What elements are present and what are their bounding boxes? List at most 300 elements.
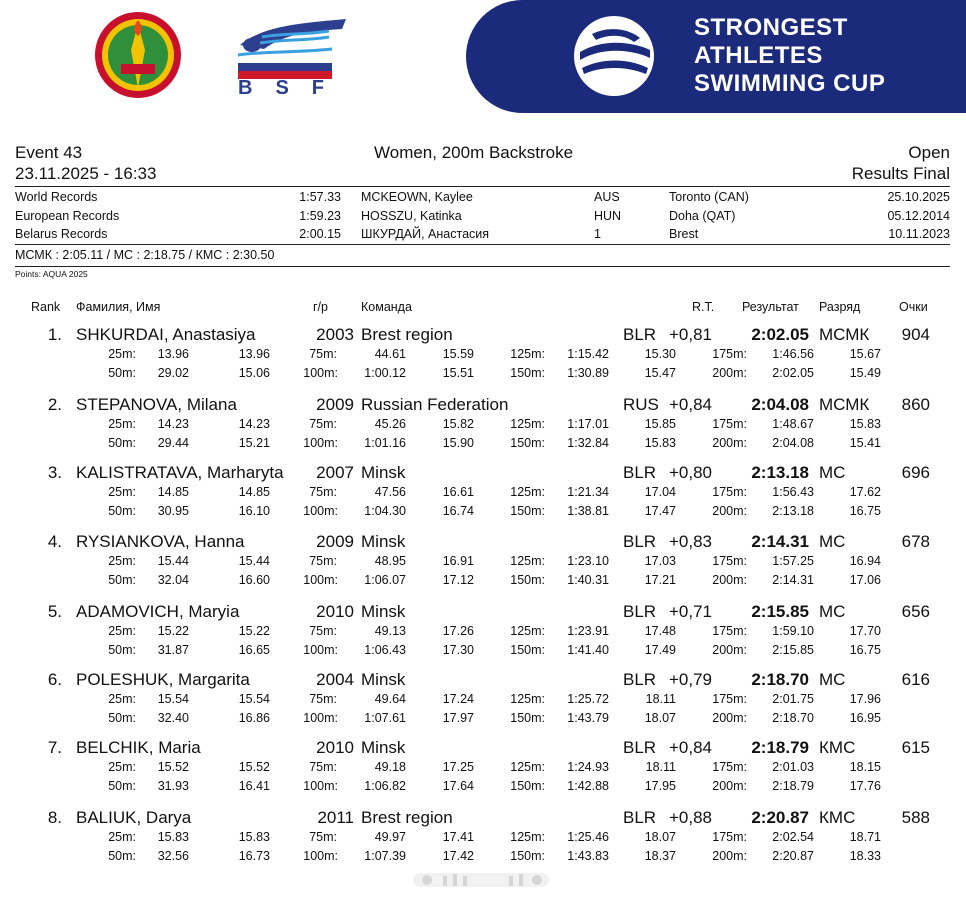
athlete-rank: 2. bbox=[47, 395, 62, 414]
split-cumulative-time: 14.23 bbox=[157, 417, 189, 431]
split-label: 150m: bbox=[510, 779, 545, 793]
athlete-yob: 2007 bbox=[316, 463, 354, 482]
split-cumulative-time: 1:23.10 bbox=[567, 554, 609, 568]
banner-title: STRONGEST ATHLETES SWIMMING CUP bbox=[694, 14, 886, 97]
athlete-points: 904 bbox=[901, 325, 930, 344]
split-lap-time: 15.44 bbox=[238, 554, 270, 568]
split-cumulative-time: 1:15.42 bbox=[567, 347, 609, 361]
bsf-logo-text: BSF bbox=[238, 77, 347, 99]
split-lap-time: 16.75 bbox=[849, 504, 881, 518]
split-cumulative-time: 1:01.16 bbox=[364, 436, 406, 450]
split-lap-time: 17.76 bbox=[849, 779, 881, 793]
event-category: Open bbox=[908, 143, 950, 162]
event-status: Results Final bbox=[851, 164, 950, 183]
athlete-grade: МС bbox=[819, 532, 846, 551]
athlete-points: 678 bbox=[901, 532, 930, 551]
athlete-points: 656 bbox=[901, 602, 930, 621]
split-label: 200m: bbox=[712, 643, 747, 657]
split-lap-time: 17.06 bbox=[849, 573, 881, 587]
athlete-team: Brest region bbox=[361, 325, 453, 344]
athlete-reaction-time: +0,84 bbox=[669, 395, 713, 414]
result-row bbox=[0, 531, 966, 599]
split-label: 150m: bbox=[510, 643, 545, 657]
athlete-team: Minsk bbox=[361, 463, 406, 482]
split-cumulative-time: 2:20.87 bbox=[772, 849, 814, 863]
split-lap-time: 15.82 bbox=[442, 417, 474, 431]
split-lap-time: 18.11 bbox=[645, 760, 676, 774]
split-lap-time: 13.96 bbox=[238, 347, 270, 361]
split-label: 25m: bbox=[108, 692, 136, 706]
split-lap-time: 18.33 bbox=[849, 849, 881, 863]
split-label: 100m: bbox=[303, 366, 338, 380]
athlete-nationality: BLR bbox=[623, 463, 657, 482]
split-cumulative-time: 29.44 bbox=[157, 436, 189, 450]
split-lap-time: 15.85 bbox=[644, 417, 676, 431]
split-cumulative-time: 45.26 bbox=[374, 417, 406, 431]
split-cumulative-time: 1:46.56 bbox=[772, 347, 814, 361]
split-cumulative-time: 1:43.79 bbox=[567, 711, 609, 725]
athlete-grade: МС bbox=[819, 463, 846, 482]
split-cumulative-time: 1:30.89 bbox=[567, 366, 609, 380]
col-points: Очки bbox=[899, 300, 928, 314]
split-lap-time: 17.95 bbox=[644, 779, 676, 793]
split-lap-time: 16.75 bbox=[849, 643, 881, 657]
split-cumulative-time: 2:18.70 bbox=[772, 711, 814, 725]
split-lap-time: 17.04 bbox=[644, 485, 676, 499]
athlete-name: BELCHIK, Maria bbox=[76, 738, 201, 757]
col-result: Результат bbox=[742, 300, 799, 314]
split-cumulative-time: 1:59.10 bbox=[772, 624, 814, 638]
split-lap-time: 17.24 bbox=[442, 692, 474, 706]
split-lap-time: 15.54 bbox=[238, 692, 270, 706]
split-cumulative-time: 1:25.46 bbox=[567, 830, 609, 844]
split-label: 175m: bbox=[712, 417, 747, 431]
split-label: 75m: bbox=[309, 692, 337, 706]
split-lap-time: 16.86 bbox=[238, 711, 270, 725]
split-label: 200m: bbox=[712, 504, 747, 518]
split-label: 200m: bbox=[712, 849, 747, 863]
split-cumulative-time: 15.54 bbox=[157, 692, 189, 706]
split-label: 150m: bbox=[510, 366, 545, 380]
split-lap-time: 16.95 bbox=[849, 711, 881, 725]
split-cumulative-time: 1:00.12 bbox=[364, 366, 406, 380]
split-lap-time: 17.12 bbox=[442, 573, 474, 587]
record-time: 2:00.15 bbox=[299, 227, 341, 241]
split-cumulative-time: 1:23.91 bbox=[567, 624, 609, 638]
split-cumulative-time: 1:24.93 bbox=[567, 760, 609, 774]
split-label: 200m: bbox=[712, 366, 747, 380]
record-label: World Records bbox=[15, 190, 98, 204]
col-yob: г/р bbox=[313, 300, 328, 314]
split-label: 150m: bbox=[510, 436, 545, 450]
split-label: 25m: bbox=[108, 554, 136, 568]
athlete-team: Brest region bbox=[361, 808, 453, 827]
split-lap-time: 16.60 bbox=[238, 573, 270, 587]
record-date: 05.12.2014 bbox=[887, 208, 950, 223]
split-cumulative-time: 2:02.54 bbox=[772, 830, 814, 844]
split-label: 175m: bbox=[712, 692, 747, 706]
athlete-result: 2:02.05 bbox=[751, 325, 809, 344]
split-lap-time: 17.48 bbox=[644, 624, 676, 638]
split-cumulative-time: 2:15.85 bbox=[772, 643, 814, 657]
event-datetime: 23.11.2025 - 16:33 bbox=[15, 164, 157, 183]
split-label: 150m: bbox=[510, 849, 545, 863]
split-label: 25m: bbox=[108, 485, 136, 499]
split-lap-time: 15.83 bbox=[644, 436, 676, 450]
split-label: 50m: bbox=[108, 849, 136, 863]
split-lap-time: 17.26 bbox=[442, 624, 474, 638]
split-cumulative-time: 1:40.31 bbox=[567, 573, 609, 587]
split-lap-time: 17.03 bbox=[644, 554, 676, 568]
split-label: 125m: bbox=[510, 417, 545, 431]
athlete-rank: 4. bbox=[47, 532, 62, 551]
split-lap-time: 18.07 bbox=[644, 830, 676, 844]
split-lap-time: 18.37 bbox=[644, 849, 676, 863]
athlete-nationality: BLR bbox=[623, 738, 657, 757]
split-label: 125m: bbox=[510, 760, 545, 774]
event-name: Women, 200m Backstroke bbox=[374, 143, 574, 162]
split-cumulative-time: 32.40 bbox=[157, 711, 189, 725]
record-holder: MCKEOWN, Kaylee bbox=[361, 190, 473, 204]
split-lap-time: 14.23 bbox=[238, 417, 270, 431]
split-lap-time: 15.51 bbox=[442, 366, 474, 380]
athlete-yob: 2004 bbox=[316, 670, 354, 689]
split-cumulative-time: 1:32.84 bbox=[567, 436, 609, 450]
strongest-athletes-banner bbox=[466, 0, 966, 113]
split-cumulative-time: 49.13 bbox=[374, 624, 406, 638]
split-label: 100m: bbox=[303, 643, 338, 657]
athlete-name: SHKURDAI, Anastasiya bbox=[76, 325, 256, 344]
split-label: 25m: bbox=[108, 624, 136, 638]
split-lap-time: 17.64 bbox=[442, 779, 474, 793]
points-note: Points: AQUA 2025 bbox=[15, 269, 88, 279]
split-lap-time: 17.21 bbox=[644, 573, 676, 587]
split-cumulative-time: 1:21.34 bbox=[567, 485, 609, 499]
split-cumulative-time: 13.96 bbox=[157, 347, 189, 361]
split-lap-time: 15.83 bbox=[238, 830, 270, 844]
split-cumulative-time: 2:14.31 bbox=[772, 573, 814, 587]
split-cumulative-time: 49.18 bbox=[374, 760, 406, 774]
split-label: 175m: bbox=[712, 485, 747, 499]
split-label: 125m: bbox=[510, 485, 545, 499]
split-lap-time: 15.59 bbox=[442, 347, 474, 361]
record-row bbox=[15, 207, 950, 225]
split-label: 100m: bbox=[303, 849, 338, 863]
result-row bbox=[0, 601, 966, 669]
athlete-points: 615 bbox=[901, 738, 930, 757]
athlete-nationality: BLR bbox=[623, 602, 657, 621]
split-label: 200m: bbox=[712, 711, 747, 725]
split-lap-time: 15.90 bbox=[442, 436, 474, 450]
athlete-points: 696 bbox=[901, 463, 930, 482]
page-scroll-indicator bbox=[413, 871, 549, 889]
split-lap-time: 15.83 bbox=[849, 417, 881, 431]
athlete-yob: 2011 bbox=[317, 808, 354, 827]
split-cumulative-time: 1:57.25 bbox=[772, 554, 814, 568]
split-lap-time: 15.47 bbox=[644, 366, 676, 380]
split-label: 200m: bbox=[712, 436, 747, 450]
athlete-result: 2:18.70 bbox=[751, 670, 809, 689]
athlete-name: RYSIANKOVA, Hanna bbox=[76, 532, 245, 551]
athlete-result: 2:15.85 bbox=[751, 602, 809, 621]
split-label: 175m: bbox=[712, 554, 747, 568]
split-cumulative-time: 44.61 bbox=[374, 347, 406, 361]
athlete-reaction-time: +0,83 bbox=[669, 532, 713, 551]
split-cumulative-time: 15.83 bbox=[157, 830, 189, 844]
split-cumulative-time: 32.04 bbox=[157, 573, 189, 587]
athlete-result: 2:14.31 bbox=[751, 532, 809, 551]
split-lap-time: 17.70 bbox=[849, 624, 881, 638]
split-cumulative-time: 2:02.05 bbox=[772, 366, 814, 380]
athlete-reaction-time: +0,71 bbox=[669, 602, 713, 621]
athlete-nationality: BLR bbox=[623, 325, 657, 344]
split-label: 125m: bbox=[510, 624, 545, 638]
split-lap-time: 16.73 bbox=[238, 849, 270, 863]
split-lap-time: 18.71 bbox=[849, 830, 881, 844]
split-cumulative-time: 1:43.83 bbox=[567, 849, 609, 863]
col-rt: R.T. bbox=[692, 300, 715, 314]
athlete-rank: 3. bbox=[47, 463, 62, 482]
athlete-result: 2:13.18 bbox=[751, 463, 809, 482]
split-lap-time: 17.42 bbox=[442, 849, 474, 863]
split-cumulative-time: 2:01.75 bbox=[772, 692, 814, 706]
split-label: 50m: bbox=[108, 779, 136, 793]
split-label: 25m: bbox=[108, 760, 136, 774]
record-time: 1:59.23 bbox=[299, 208, 341, 223]
athlete-name: ADAMOVICH, Maryia bbox=[76, 602, 240, 621]
athlete-grade: МСМК bbox=[819, 395, 870, 414]
split-label: 100m: bbox=[303, 573, 338, 587]
result-row bbox=[0, 807, 966, 875]
record-label: Belarus Records bbox=[15, 227, 108, 241]
split-label: 25m: bbox=[108, 347, 136, 361]
split-label: 75m: bbox=[309, 830, 337, 844]
col-grade: Разряд bbox=[819, 300, 861, 314]
split-lap-time: 17.96 bbox=[849, 692, 881, 706]
split-cumulative-time: 29.02 bbox=[157, 366, 189, 380]
split-lap-time: 17.49 bbox=[644, 643, 676, 657]
swimming-cup-logo-icon bbox=[570, 12, 658, 100]
split-lap-time: 16.61 bbox=[442, 485, 474, 499]
record-label: European Records bbox=[15, 208, 120, 223]
split-cumulative-time: 2:13.18 bbox=[772, 504, 814, 518]
split-lap-time: 17.30 bbox=[442, 643, 474, 657]
split-lap-time: 17.97 bbox=[442, 711, 474, 725]
athlete-name: KALISTRATAVA, Marharyta bbox=[76, 463, 284, 482]
split-cumulative-time: 1:07.61 bbox=[364, 711, 406, 725]
athlete-reaction-time: +0,84 bbox=[669, 738, 713, 757]
athlete-result: 2:20.87 bbox=[751, 808, 809, 827]
split-cumulative-time: 2:04.08 bbox=[772, 436, 814, 450]
split-label: 150m: bbox=[510, 711, 545, 725]
athlete-rank: 1. bbox=[47, 325, 62, 344]
athlete-yob: 2003 bbox=[316, 325, 354, 344]
athlete-rank: 5. bbox=[47, 602, 62, 621]
split-label: 125m: bbox=[510, 347, 545, 361]
athlete-team: Minsk bbox=[361, 532, 406, 551]
athlete-grade: КМС bbox=[819, 738, 856, 757]
split-cumulative-time: 49.64 bbox=[374, 692, 406, 706]
split-label: 175m: bbox=[712, 347, 747, 361]
split-cumulative-time: 2:01.03 bbox=[772, 760, 814, 774]
result-row bbox=[0, 737, 966, 805]
divider bbox=[15, 186, 950, 187]
split-cumulative-time: 2:18.79 bbox=[772, 779, 814, 793]
split-cumulative-time: 1:41.40 bbox=[567, 643, 609, 657]
split-lap-time: 17.62 bbox=[849, 485, 881, 499]
split-label: 50m: bbox=[108, 573, 136, 587]
split-lap-time: 17.47 bbox=[644, 504, 676, 518]
athlete-yob: 2010 bbox=[316, 602, 354, 621]
athlete-nationality: BLR bbox=[623, 808, 657, 827]
split-lap-time: 15.41 bbox=[849, 436, 881, 450]
split-label: 75m: bbox=[309, 554, 337, 568]
athlete-grade: МСМК bbox=[819, 325, 870, 344]
split-cumulative-time: 48.95 bbox=[374, 554, 406, 568]
split-label: 125m: bbox=[510, 830, 545, 844]
split-label: 100m: bbox=[303, 504, 338, 518]
record-place: Brest bbox=[669, 227, 699, 241]
athlete-yob: 2010 bbox=[316, 738, 354, 757]
split-cumulative-time: 32.56 bbox=[157, 849, 189, 863]
split-cumulative-time: 31.87 bbox=[157, 643, 189, 657]
athlete-name: BALIUK, Darya bbox=[76, 808, 192, 827]
record-date: 25.10.2025 bbox=[887, 190, 950, 204]
record-place: Toronto (CAN) bbox=[669, 190, 749, 204]
qualification-standards: МСМК : 2:05.11 / МС : 2:18.75 / КМС : 2:30.50 bbox=[15, 248, 275, 262]
split-lap-time: 16.65 bbox=[238, 643, 270, 657]
split-lap-time: 16.94 bbox=[849, 554, 881, 568]
split-label: 100m: bbox=[303, 779, 338, 793]
split-cumulative-time: 1:48.67 bbox=[772, 417, 814, 431]
split-lap-time: 16.91 bbox=[442, 554, 474, 568]
event-number: Event 43 bbox=[15, 143, 83, 162]
athlete-name: STEPANOVA, Milana bbox=[76, 395, 237, 414]
athlete-yob: 2009 bbox=[316, 532, 354, 551]
athlete-points: 616 bbox=[901, 670, 930, 689]
split-label: 75m: bbox=[309, 347, 337, 361]
athlete-grade: МС bbox=[819, 602, 846, 621]
split-cumulative-time: 1:06.43 bbox=[364, 643, 406, 657]
record-holder: ШКУРДАЙ, Анастасия bbox=[361, 227, 490, 241]
athlete-team: Minsk bbox=[361, 738, 406, 757]
split-lap-time: 16.10 bbox=[238, 504, 270, 518]
split-label: 50m: bbox=[108, 643, 136, 657]
split-label: 50m: bbox=[108, 504, 136, 518]
split-label: 75m: bbox=[309, 760, 337, 774]
athlete-rank: 7. bbox=[47, 738, 62, 757]
record-row bbox=[15, 188, 950, 206]
record-holder: HOSSZU, Katinka bbox=[361, 208, 462, 223]
split-cumulative-time: 1:04.30 bbox=[364, 504, 406, 518]
result-row bbox=[0, 462, 966, 530]
split-label: 175m: bbox=[712, 624, 747, 638]
split-label: 100m: bbox=[303, 436, 338, 450]
athlete-team: Minsk bbox=[361, 670, 406, 689]
athlete-name: POLESHUK, Margarita bbox=[76, 670, 250, 689]
split-label: 150m: bbox=[510, 504, 545, 518]
divider bbox=[15, 244, 950, 245]
record-date: 10.11.2023 bbox=[888, 227, 950, 241]
split-cumulative-time: 31.93 bbox=[157, 779, 189, 793]
athlete-rank: 6. bbox=[47, 670, 62, 689]
split-lap-time: 16.41 bbox=[238, 779, 270, 793]
result-row bbox=[0, 394, 966, 462]
athlete-rank: 8. bbox=[47, 808, 62, 827]
split-label: 100m: bbox=[303, 711, 338, 725]
split-lap-time: 17.25 bbox=[442, 760, 474, 774]
split-cumulative-time: 49.97 bbox=[374, 830, 406, 844]
athlete-reaction-time: +0,80 bbox=[669, 463, 713, 482]
split-label: 125m: bbox=[510, 692, 545, 706]
split-cumulative-time: 1:07.39 bbox=[364, 849, 406, 863]
split-lap-time: 15.67 bbox=[849, 347, 881, 361]
athlete-reaction-time: +0,79 bbox=[669, 670, 713, 689]
record-place: Doha (QAT) bbox=[669, 208, 736, 223]
split-cumulative-time: 1:56.43 bbox=[772, 485, 814, 499]
split-cumulative-time: 47.56 bbox=[374, 485, 406, 499]
athlete-reaction-time: +0,81 bbox=[669, 325, 713, 344]
split-label: 200m: bbox=[712, 779, 747, 793]
athlete-grade: МС bbox=[819, 670, 846, 689]
split-lap-time: 15.22 bbox=[238, 624, 270, 638]
split-label: 25m: bbox=[108, 417, 136, 431]
split-lap-time: 15.49 bbox=[849, 366, 881, 380]
col-team: Команда bbox=[361, 300, 412, 314]
split-label: 175m: bbox=[712, 830, 747, 844]
athlete-points: 588 bbox=[901, 808, 930, 827]
split-label: 75m: bbox=[309, 417, 337, 431]
split-lap-time: 18.11 bbox=[645, 692, 676, 706]
split-lap-time: 18.07 bbox=[644, 711, 676, 725]
athlete-nationality: BLR bbox=[623, 532, 657, 551]
split-lap-time: 18.15 bbox=[849, 760, 881, 774]
split-label: 50m: bbox=[108, 366, 136, 380]
record-time: 1:57.33 bbox=[299, 190, 341, 204]
result-row bbox=[0, 669, 966, 737]
split-label: 175m: bbox=[712, 760, 747, 774]
split-cumulative-time: 15.52 bbox=[157, 760, 189, 774]
split-lap-time: 16.74 bbox=[442, 504, 474, 518]
athlete-result: 2:04.08 bbox=[751, 395, 809, 414]
split-cumulative-time: 1:25.72 bbox=[567, 692, 609, 706]
split-cumulative-time: 15.22 bbox=[157, 624, 189, 638]
col-rank: Rank bbox=[31, 300, 61, 314]
athlete-reaction-time: +0,88 bbox=[669, 808, 713, 827]
athlete-nationality: BLR bbox=[623, 670, 657, 689]
athlete-yob: 2009 bbox=[316, 395, 354, 414]
split-label: 50m: bbox=[108, 711, 136, 725]
split-cumulative-time: 15.44 bbox=[157, 554, 189, 568]
split-lap-time: 15.52 bbox=[238, 760, 270, 774]
split-lap-time: 15.21 bbox=[238, 436, 270, 450]
split-lap-time: 15.30 bbox=[644, 347, 676, 361]
split-cumulative-time: 1:17.01 bbox=[567, 417, 609, 431]
athlete-points: 860 bbox=[901, 395, 930, 414]
split-lap-time: 15.06 bbox=[238, 366, 270, 380]
athlete-team: Minsk bbox=[361, 602, 406, 621]
split-label: 50m: bbox=[108, 436, 136, 450]
col-name: Фамилия, Имя bbox=[76, 300, 161, 314]
athlete-grade: КМС bbox=[819, 808, 856, 827]
split-label: 75m: bbox=[309, 485, 337, 499]
split-cumulative-time: 1:38.81 bbox=[567, 504, 609, 518]
split-label: 150m: bbox=[510, 573, 545, 587]
split-label: 125m: bbox=[510, 554, 545, 568]
split-cumulative-time: 1:42.88 bbox=[567, 779, 609, 793]
split-cumulative-time: 14.85 bbox=[157, 485, 189, 499]
split-lap-time: 17.41 bbox=[442, 830, 474, 844]
